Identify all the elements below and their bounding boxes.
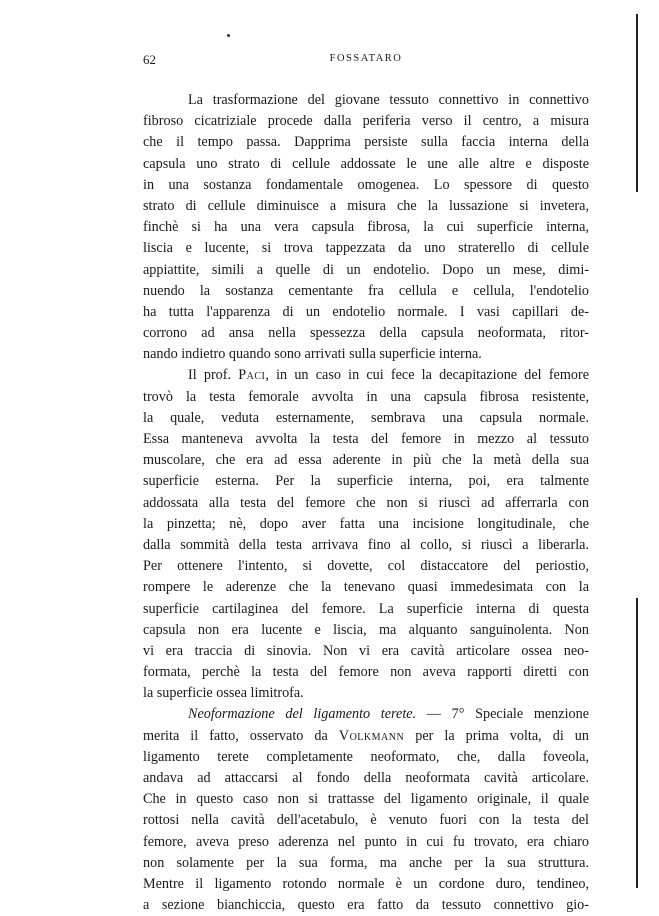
page-header: [143, 52, 589, 72]
text-line: trovò la testa femorale avvolta in una capsula fibrosa resistente,: [143, 388, 589, 405]
text-line: [143, 704, 589, 725]
text-line: in una sostanza fondamentale omogenea. Lo spessore di questo: [143, 176, 589, 193]
text-line: strato di cellule diminuisce a misura che la lussazione si invetera,: [143, 197, 589, 214]
section-heading: Neoformazione del ligamento terete.: [188, 706, 417, 723]
text-line: dalla sommità della testa arrivava fino al collo, si riuscì a liberarla.: [143, 536, 589, 553]
text-run: per la prima volta, di un: [404, 727, 589, 744]
text-line: Che in questo caso non si trattasse del ligamento originale, il quale: [143, 791, 589, 808]
text-run: , in un caso in cui fece la decapitazione del femore: [265, 367, 589, 384]
text-line: ligamento terete completamente neoformato, che, dalla foveola,: [143, 748, 589, 765]
text-line: capsula uno strato di cellule addossate le une alle altre e disposte: [143, 155, 589, 172]
text-line: superficie esterna. Per la superficie interna, poi, era talmente: [143, 473, 589, 490]
page-edge-shadow-top: [636, 14, 638, 192]
text-line: La trasformazione del giovane tessuto connettivo in connettivo: [188, 92, 589, 108]
text-line: addossata alla testa del femore che non si riuscì ad afferrarla con: [143, 494, 589, 511]
text-line: non solamente per la sua forma, ma anche per la sua struttura.: [143, 854, 589, 871]
text-run: — 7° Speciale menzione: [416, 706, 589, 723]
text-line: [143, 726, 589, 747]
text-line: formata, perchè la testa del femore non aveva rapporti diretti con: [143, 664, 589, 681]
text-line: la superficie ossea limitrofa.: [143, 685, 304, 702]
text-line: la quale, veduta esternamente, sembrava una capsula normale.: [143, 409, 589, 426]
text-line: superficie cartilaginea del femore. La superficie interna di questa: [143, 600, 589, 617]
author-name: Volkmann: [338, 727, 405, 744]
text-line: la pinzetta; nè, dopo aver fatta una incisione longitudinale, che: [143, 515, 589, 532]
text-line: che il tempo passa. Dapprima persiste sulla faccia interna della: [143, 134, 589, 151]
text-run: Il prof.: [188, 367, 239, 384]
text-line: corrono ad ansa nella spessezza della capsula neoformata, ritor-: [143, 325, 589, 342]
text-line: rompere le aderenze che la tenevano quasi immedesimata con la: [143, 579, 589, 596]
text-line: andava ad attaccarsi al fondo della neoformata cavità articolare.: [143, 770, 589, 786]
text-line: liscia e lucente, si trova tappezzata da uno straterello di cellule: [143, 240, 589, 257]
author-name: Paci: [238, 367, 266, 384]
text-line: finchè si ha una vera capsula fibrosa, la cui superficie interna,: [143, 219, 589, 236]
text-line: rottosi nella cavità dell'acetabulo, è venuto fuori con la testa del: [143, 812, 589, 829]
text-line: [143, 365, 589, 386]
text-line: appiattite, simili a quelle di un endotelio. Dopo un mese, dimi-: [143, 261, 589, 278]
text-line: Per ottenere l'intento, si dovette, col distaccatore del periostio,: [143, 558, 589, 575]
text-line: femore, aveva preso aderenza nel punto in cui fu trovato, era chiaro: [143, 833, 589, 850]
page-number: 62: [143, 52, 156, 67]
text-line: Essa manteneva avvolta la testa del femore in mezzo al tessuto: [143, 431, 589, 447]
text-run: merita il fatto, osservato da: [143, 727, 339, 744]
page-edge-shadow-bottom: [636, 598, 638, 888]
text-line: fibroso cicatriziale procede dalla periferia verso il centro, a misura: [143, 113, 589, 130]
text-line: nando indietro quando sono arrivati sulla superficie interna.: [143, 346, 482, 363]
text-line: muscolare, che era ad essa aderente in più che la metà della sua: [143, 452, 589, 469]
text-line: nuendo la sostanza cementante fra cellula e cellula, l'endotelio: [143, 282, 589, 299]
text-line: a sezione bianchiccia, questo era fatto da tessuto connettivo gio-: [143, 897, 589, 914]
text-line: ha tutta l'apparenza di un endotelio normale. I vasi capillari de-: [143, 303, 589, 320]
body-text: [143, 90, 589, 916]
text-line: Mentre il ligamento rotondo normale è un cordone duro, tendineo,: [143, 875, 589, 892]
text-line: capsula non era lucente e liscia, ma alquanto sanguinolenta. Non: [143, 621, 589, 638]
print-speck: [227, 34, 230, 37]
text-line: vi era traccia di sinovia. Non vi era cavità articolare ossea neo-: [143, 642, 589, 659]
running-head: FOSSATARO: [329, 53, 403, 64]
